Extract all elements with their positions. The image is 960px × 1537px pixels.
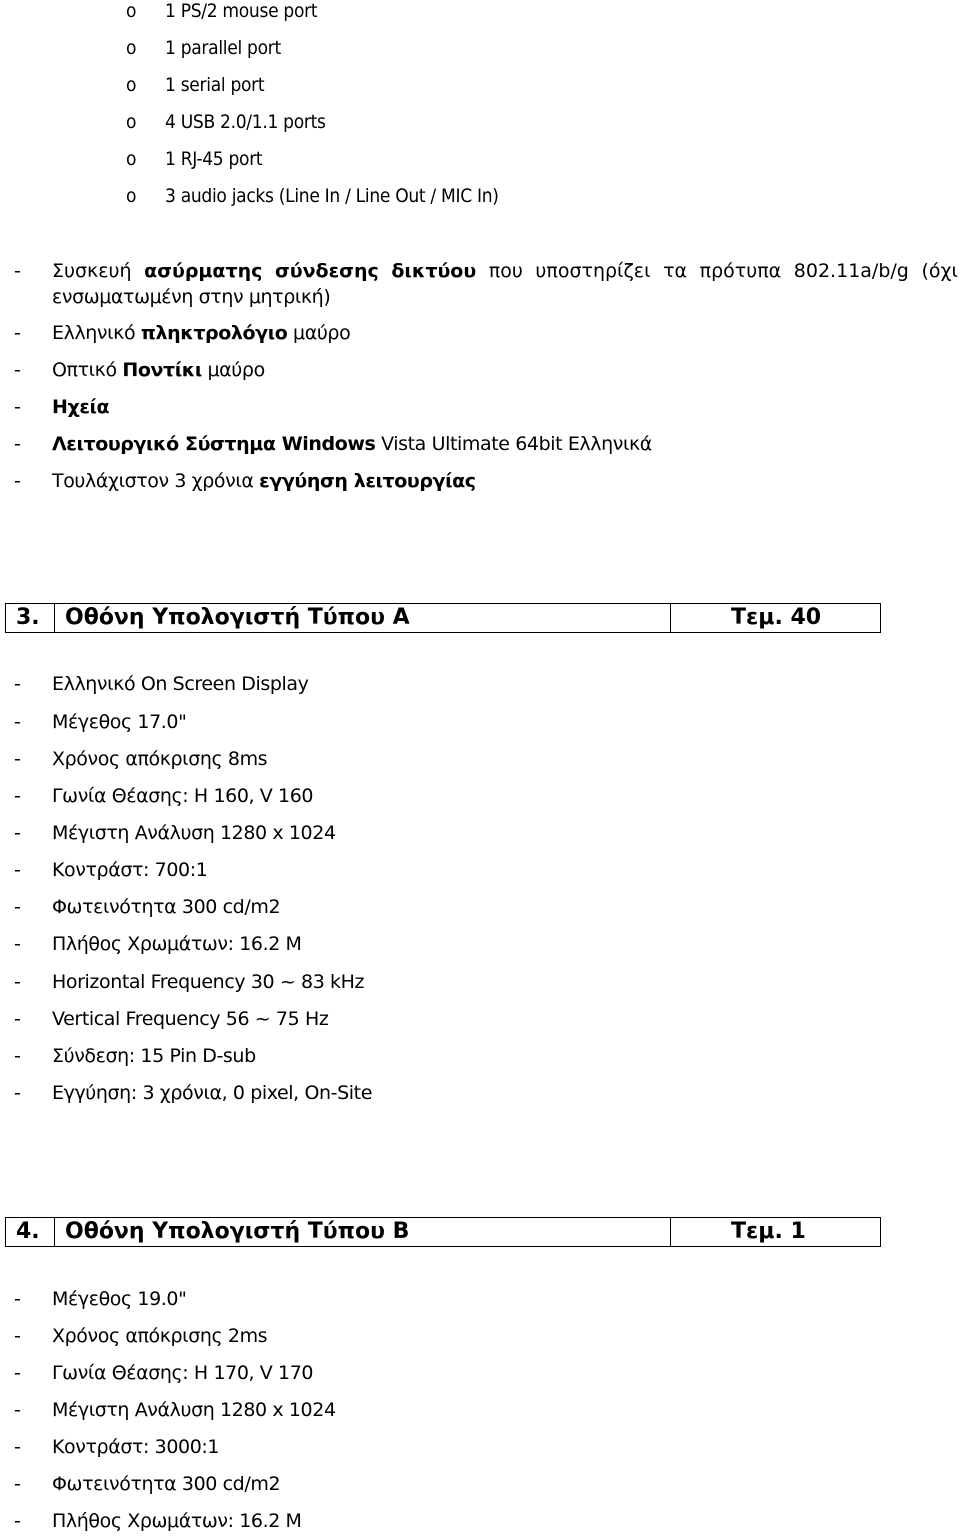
spec-text: Πλήθος Χρωμάτων: 16.2 M [52, 933, 302, 955]
dash-bullet: - [14, 1399, 21, 1421]
section-4-heading [5, 1217, 881, 1247]
dash-bullet: - [14, 322, 21, 344]
wireless-line [52, 257, 958, 285]
spec-text: Vertical Frequency 56 ~ 75 Hz [52, 1008, 329, 1030]
list-item [0, 1042, 960, 1070]
section-3-heading [5, 603, 881, 633]
spec-text: Κοντράστ: 3000:1 [52, 1436, 220, 1458]
port-item-text: 3 audio jacks (Line In / Line Out / MIC In) [165, 185, 499, 207]
dash-bullet: - [14, 1510, 21, 1532]
dash-bullet: - [14, 1362, 21, 1384]
circle-bullet-icon: o [126, 148, 137, 170]
list-item [0, 1507, 960, 1535]
section-quantity: Τεμ. 1 [671, 1218, 881, 1247]
dash-bullet: - [14, 859, 21, 881]
list-item [0, 745, 960, 773]
dash-bullet: - [14, 1082, 21, 1104]
spec-text: Ελληνικό On Screen Display [52, 673, 309, 695]
speakers-item [0, 393, 960, 421]
spec-text: Φωτεινότητα 300 cd/m2 [52, 896, 281, 918]
text-part-bold: Ποντίκι [122, 359, 202, 381]
section-number: 3. [6, 604, 55, 633]
list-item [0, 1285, 960, 1313]
list-item [0, 1396, 960, 1424]
spec-text: Μέγιστη Ανάλυση 1280 x 1024 [52, 822, 336, 844]
dash-bullet: - [14, 1473, 21, 1495]
warranty-item [0, 467, 960, 495]
spec-text: Μέγεθος 19.0" [52, 1288, 187, 1310]
text-part-bold: πληκτρολόγιο [140, 322, 288, 344]
text-part: μαύρο [201, 359, 265, 381]
section-quantity: Τεμ. 40 [671, 604, 881, 633]
section-title: Οθόνη Υπολογιστή Τύπου Α [55, 604, 671, 633]
warranty-text [52, 467, 476, 495]
list-item [0, 1079, 960, 1107]
text-part: Vista Ultimate 64bit Ελληνικά [375, 433, 652, 455]
word: σύνδεσης [274, 260, 379, 282]
section-number: 4. [6, 1218, 55, 1247]
dash-bullet: - [14, 470, 21, 492]
text-part-bold: Λειτουργικό Σύστημα Windows [52, 433, 376, 455]
spec-text: Γωνία Θέασης: H 160, V 160 [52, 785, 314, 807]
spec-text: Γωνία Θέασης: H 170, V 170 [52, 1362, 314, 1384]
dash-bullet: - [14, 396, 21, 418]
dash-bullet: - [14, 359, 21, 381]
circle-bullet-icon: o [126, 185, 137, 207]
wireless-item [0, 257, 960, 285]
list-item [0, 782, 960, 810]
list-item [0, 1359, 960, 1387]
os-item [0, 430, 960, 458]
word: τα [663, 260, 688, 282]
dash-bullet: - [14, 748, 21, 770]
dash-bullet: - [14, 933, 21, 955]
dash-bullet: - [14, 1325, 21, 1347]
keyboard-item [0, 319, 960, 347]
speakers-text: Ηχεία [52, 396, 110, 418]
list-item [0, 893, 960, 921]
dash-bullet: - [14, 896, 21, 918]
word: που [488, 260, 523, 282]
dash-bullet: - [14, 971, 21, 993]
spec-text: Φωτεινότητα 300 cd/m2 [52, 1473, 281, 1495]
list-item [0, 1005, 960, 1033]
port-item-text: 1 RJ-45 port [165, 148, 263, 170]
text-part: μαύρο [287, 322, 351, 344]
list-item [0, 930, 960, 958]
os-text [52, 430, 652, 458]
port-item-text: 1 serial port [165, 74, 265, 96]
keyboard-text [52, 319, 350, 347]
wireless-continuation: ενσωματωμένη στην μητρική) [52, 286, 331, 308]
spec-text: Χρόνος απόκρισης 2ms [52, 1325, 268, 1347]
mouse-item [0, 356, 960, 384]
word: ασύρματης [144, 260, 263, 282]
word: 802.11a/b/g [793, 260, 909, 282]
section-title: Οθόνη Υπολογιστή Τύπου Β [55, 1218, 671, 1247]
spec-text: Πλήθος Χρωμάτων: 16.2 M [52, 1510, 302, 1532]
dash-bullet: - [14, 673, 21, 695]
spec-text: Χρόνος απόκρισης 8ms [52, 748, 268, 770]
spec-text: Μέγιστη Ανάλυση 1280 x 1024 [52, 1399, 336, 1421]
word: δικτύου [391, 260, 477, 282]
list-item [0, 1470, 960, 1498]
list-item [0, 1433, 960, 1461]
port-item-text: 1 PS/2 mouse port [165, 0, 318, 22]
dash-bullet: - [14, 1288, 21, 1310]
list-item [0, 856, 960, 884]
dash-bullet: - [14, 711, 21, 733]
circle-bullet-icon: o [126, 37, 137, 59]
word: Συσκευή [52, 260, 132, 282]
word: (όχι [921, 260, 958, 282]
dash-bullet: - [14, 822, 21, 844]
text-part: Ελληνικό [52, 322, 141, 344]
circle-bullet-icon: o [126, 74, 137, 96]
spec-text: Εγγύηση: 3 χρόνια, 0 pixel, On-Site [52, 1082, 372, 1104]
dash-bullet: - [14, 785, 21, 807]
spec-text: Σύνδεση: 15 Pin D-sub [52, 1045, 256, 1067]
spec-text: Horizontal Frequency 30 ~ 83 kHz [52, 971, 365, 993]
list-item [0, 1322, 960, 1350]
dash-bullet: - [14, 1008, 21, 1030]
spec-text: Μέγεθος 17.0" [52, 711, 187, 733]
list-item [0, 819, 960, 847]
dash-bullet: - [14, 433, 21, 455]
list-item [0, 670, 960, 698]
circle-bullet-icon: o [126, 111, 137, 133]
port-item-text: 1 parallel port [165, 37, 281, 59]
list-item [0, 708, 960, 736]
word: πρότυπα [699, 260, 782, 282]
text-part: Οπτικό [52, 359, 123, 381]
dash-bullet: - [14, 260, 21, 282]
word: υποστηρίζει [535, 260, 651, 282]
text-part-bold: εγγύηση λειτουργίας [259, 470, 476, 492]
text-part: Τουλάχιστον 3 χρόνια [52, 470, 260, 492]
dash-bullet: - [14, 1045, 21, 1067]
list-item [0, 968, 960, 996]
dash-bullet: - [14, 1436, 21, 1458]
circle-bullet-icon: o [126, 0, 137, 22]
spec-text: Κοντράστ: 700:1 [52, 859, 208, 881]
mouse-text [52, 356, 265, 384]
port-item-text: 4 USB 2.0/1.1 ports [165, 111, 326, 133]
